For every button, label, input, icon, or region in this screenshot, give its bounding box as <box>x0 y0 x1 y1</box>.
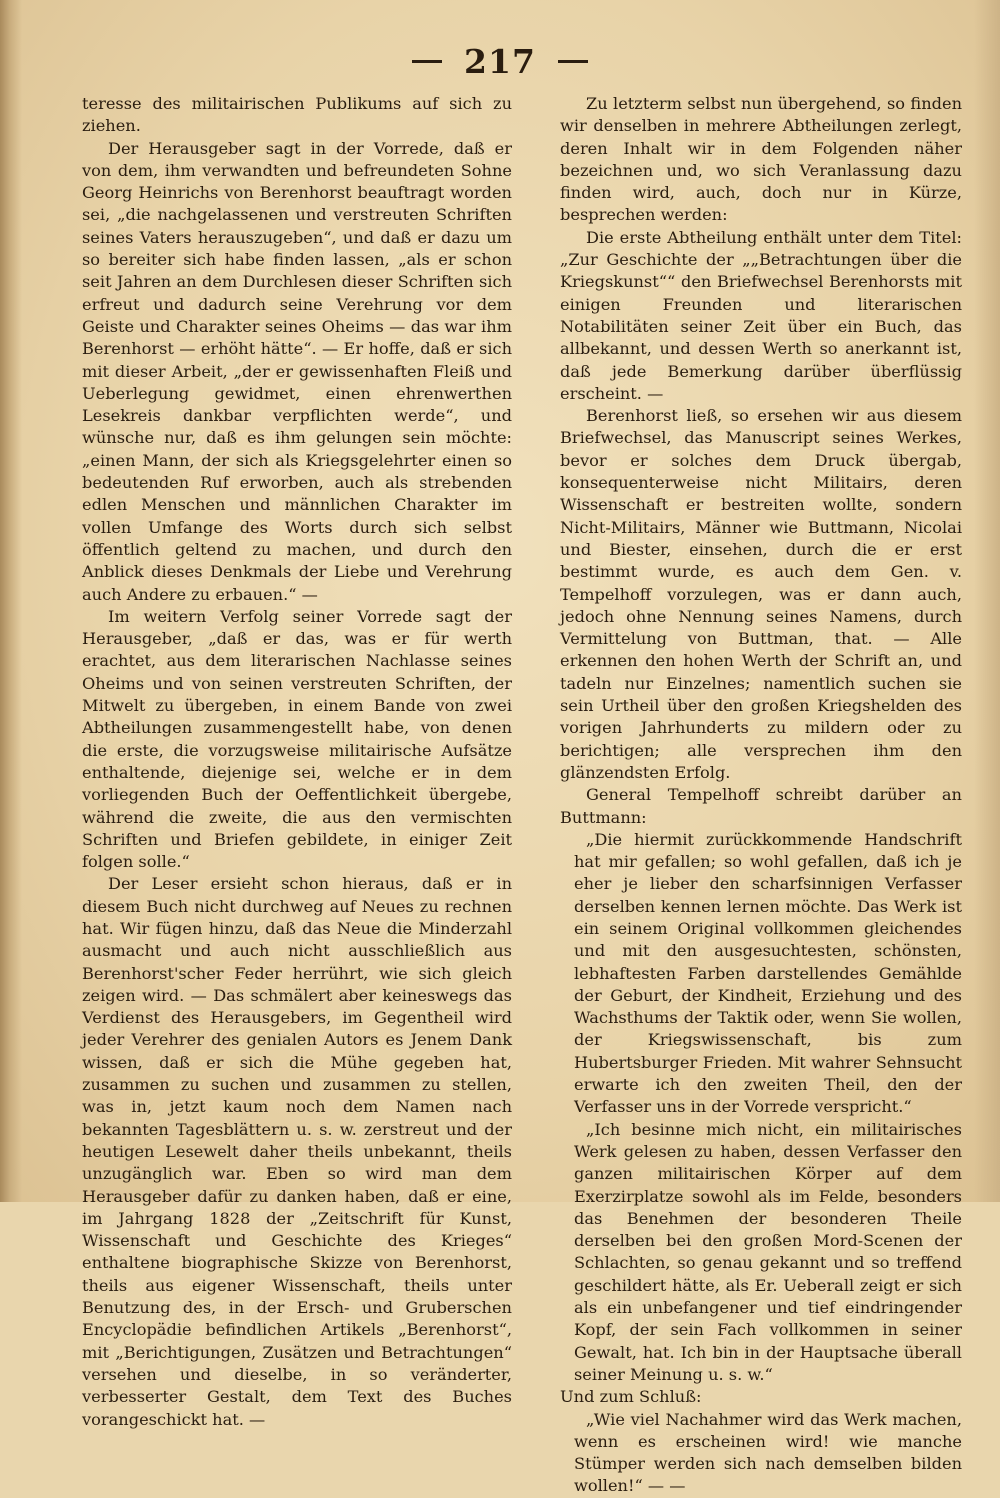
left-column <box>82 93 512 1431</box>
paragraph: Die erste Abtheilung enthält unter dem Titel: „Zur Geschichte der „„Betrachtungen über die Kriegskunst““ den Briefwechsel Berenhorsts mit einigen Freunden und literarischen Notabilitäten seiner Zeit über ein Buch, das allbekannt, und dessen Werth so anerkannt ist, daß jede Bemerkung darüber überflüssig erscheint. — <box>560 227 962 403</box>
paragraph: Der Leser ersieht schon hieraus, daß er in diesem Buch nicht durchweg auf Neues zu rechnen hat. Wir fügen hinzu, daß das Neue die Minderzahl ausmacht und auch nicht ausschließlich aus Berenhorst'scher Feder herrührt, wie sich gleich zeigen wird. — Das schmälert aber keineswegs das Verdienst des Herausgebers, im Gegentheil wird jeder Verehrer des genialen Autors es Jenem Dank wissen, daß er sich die Mühe gegeben hat, zusammen zu suchen und zusammen zu stellen, was in, jetzt kaum noch dem Namen nach bekannten Tagesblättern u. s. w. zerstreut und der heutigen Lesewelt daher theils unbekannt, theils unzugänglich war. Eben so wird man dem Herausgeber dafür zu danken haben, daß er eine, im Jahrgang 1828 der „Zeitschrift für Kunst, Wissenschaft und Geschichte des Krieges“ enthaltene biographische Skizze von Berenhorst, theils aus eigener Wissenschaft, theils unter Benutzung des, in der Ersch- und Gruberschen Encyclopädie befindlichen Artikels „Berenhorst“, mit „Berichtigungen, Zusätzen und Betrachtungen“ versehen und dieselbe, in so veränderter, verbesserter Gestalt, dem Text des Buches vorangeschickt hat. — <box>82 874 512 1429</box>
paragraph: Und zum Schluß: <box>560 1387 702 1407</box>
quote-paragraph: „Die hiermit zurückkommende Handschrift hat mir gefallen; so wohl gefallen, daß ich je eher je lieber den scharfsinnigen Verfasser derselben kennen lernen möchte. Das Werk ist ein seinem Original vollkommen gleichendes und mit den ausgesuchtesten, schönsten, lebhaftesten Farben darstellendes Gemählde der Geburt, der Kindheit, Erziehung und des Wachsthums der Taktik oder, wenn Sie wollen, der Kriegswissenschaft, bis zum Hubertsburger Frieden. Mit wahrer Sehnsucht erwarte ich den zweiten Theil, den der Verfasser uns in der Vorrede verspricht.“ <box>574 829 962 1117</box>
header-dash-left <box>412 60 442 63</box>
right-column <box>560 93 962 1498</box>
paragraph: Berenhorst ließ, so ersehen wir aus diesem Briefwechsel, das Manuscript seines Werkes, bevor er solches dem Druck übergab, konsequenterweise nicht Militairs, deren Wissenschaft er bestreiten wollte, sondern Nicht-Militairs, Männer wie Buttmann, Nicolai und Biester, einsehen, durch die er erst bestimmt wurde, es auch dem Gen. v. Tempelhoff vorzulegen, was er dann auch, jedoch ohne Nennung seines Namens, durch Vermittelung von Buttman, that. — Alle erkennen den hohen Werth der Schrift an, und tadeln nur Einzelnes; namentlich suchen sie sein Urtheil über den großen Kriegshelden des vorigen Jahrhunderts zu mildern oder zu berichtigen; alle versprechen ihm den glänzendsten Erfolg. <box>560 406 962 782</box>
paragraph: Im weitern Verfolg seiner Vorrede sagt der Herausgeber, „daß er das, was er für werth erachtet, aus dem literarischen Nachlasse seines Oheims und von seinen verstreuten Schriften, der Mitwelt zu übergeben, in einem Bande von zwei Abtheilungen zusammengestellt habe, von denen die erste, die vorzugsweise militairische Aufsätze enthaltende, diejenige sei, welche er in dem vorliegenden Buch der Oeffentlichkeit übergebe, während die zweite, die aus den vermischten Schriften und Briefen gebildete, in einiger Zeit folgen solle.“ <box>82 606 512 872</box>
paragraph: Der Herausgeber sagt in der Vorrede, daß er von dem, ihm verwandten und befreundeten Sohne Georg Heinrichs von Berenhorst beauftragt worden sei, „die nachgelassenen und verstreuten Schriften seines Vaters herauszugeben“, und daß er dazu um so bereiter sich habe finden lassen, „als er schon seit Jahren an dem Durchlesen dieser Schriften sich erfreut und dadurch seine Verehrung vor dem Geiste und Charakter seines Oheims — das war ihm Berenhorst — erhöht hätte“. — Er hoffe, daß er sich mit dieser Arbeit, „der er gewissenhaften Fleiß und Ueberlegung gewidmet, einen ehrenwerthen Lesekreis dankbar verpflichten werde“, und wünsche nur, daß es ihm gelungen sein möchte: „einen Mann, der sich als Kriegsgelehrter einen so bedeutenden Ruf erworben, auch als strebenden edlen Menschen und männlichen Charakter im vollen Umfange des Worts durch sich selbst öffentlich geltend zu machen, und durch den Anblick dieses Denkmals der Liebe und Verehrung auch Andere zu erbauen.“ — <box>82 138 512 604</box>
paragraph: General Tempelhoff schreibt darüber an Buttmann: <box>560 785 962 827</box>
quote-paragraph: „Wie viel Nachahmer wird das Werk machen, wenn es erscheinen wird! wie manche Stümper werden sich nach demselben bilden wollen!“ — — <box>574 1409 962 1496</box>
page-edge-shadow <box>974 0 1000 1202</box>
paragraph: Zu letzterm selbst nun übergehend, so finden wir denselben in mehrere Abtheilungen zerlegt, deren Inhalt wir in dem Folgenden näher bezeichnen und, wo sich Veranlassung dazu finden wird, auch, doch nur in Kürze, besprechen werden: <box>560 94 962 225</box>
page-header <box>0 36 1000 86</box>
paragraph: teresse des militairischen Publikums auf sich zu ziehen. <box>82 94 512 136</box>
book-spine-shadow <box>0 0 22 1202</box>
page-number: 217 <box>464 41 536 81</box>
quote-paragraph: „Ich besinne mich nicht, ein militairisches Werk gelesen zu haben, dessen Verfasser den ganzen militairischen Körper auf dem Exerzirplatze sowohl als im Felde, besonders das Benehmen der besonderen Theile derselben bei den großen Mord-Scenen der Schlachten, so genau gekannt und so treffend geschildert hätte, als Er. Ueberall zeigt er sich als ein unbefangener und tief eindringender Kopf, der sein Fach vollkommen in seiner Gewalt, hat. Ich bin in der Hauptsache überall seiner Meinung u. s. w.“ <box>574 1119 962 1384</box>
header-dash-right <box>558 60 588 63</box>
